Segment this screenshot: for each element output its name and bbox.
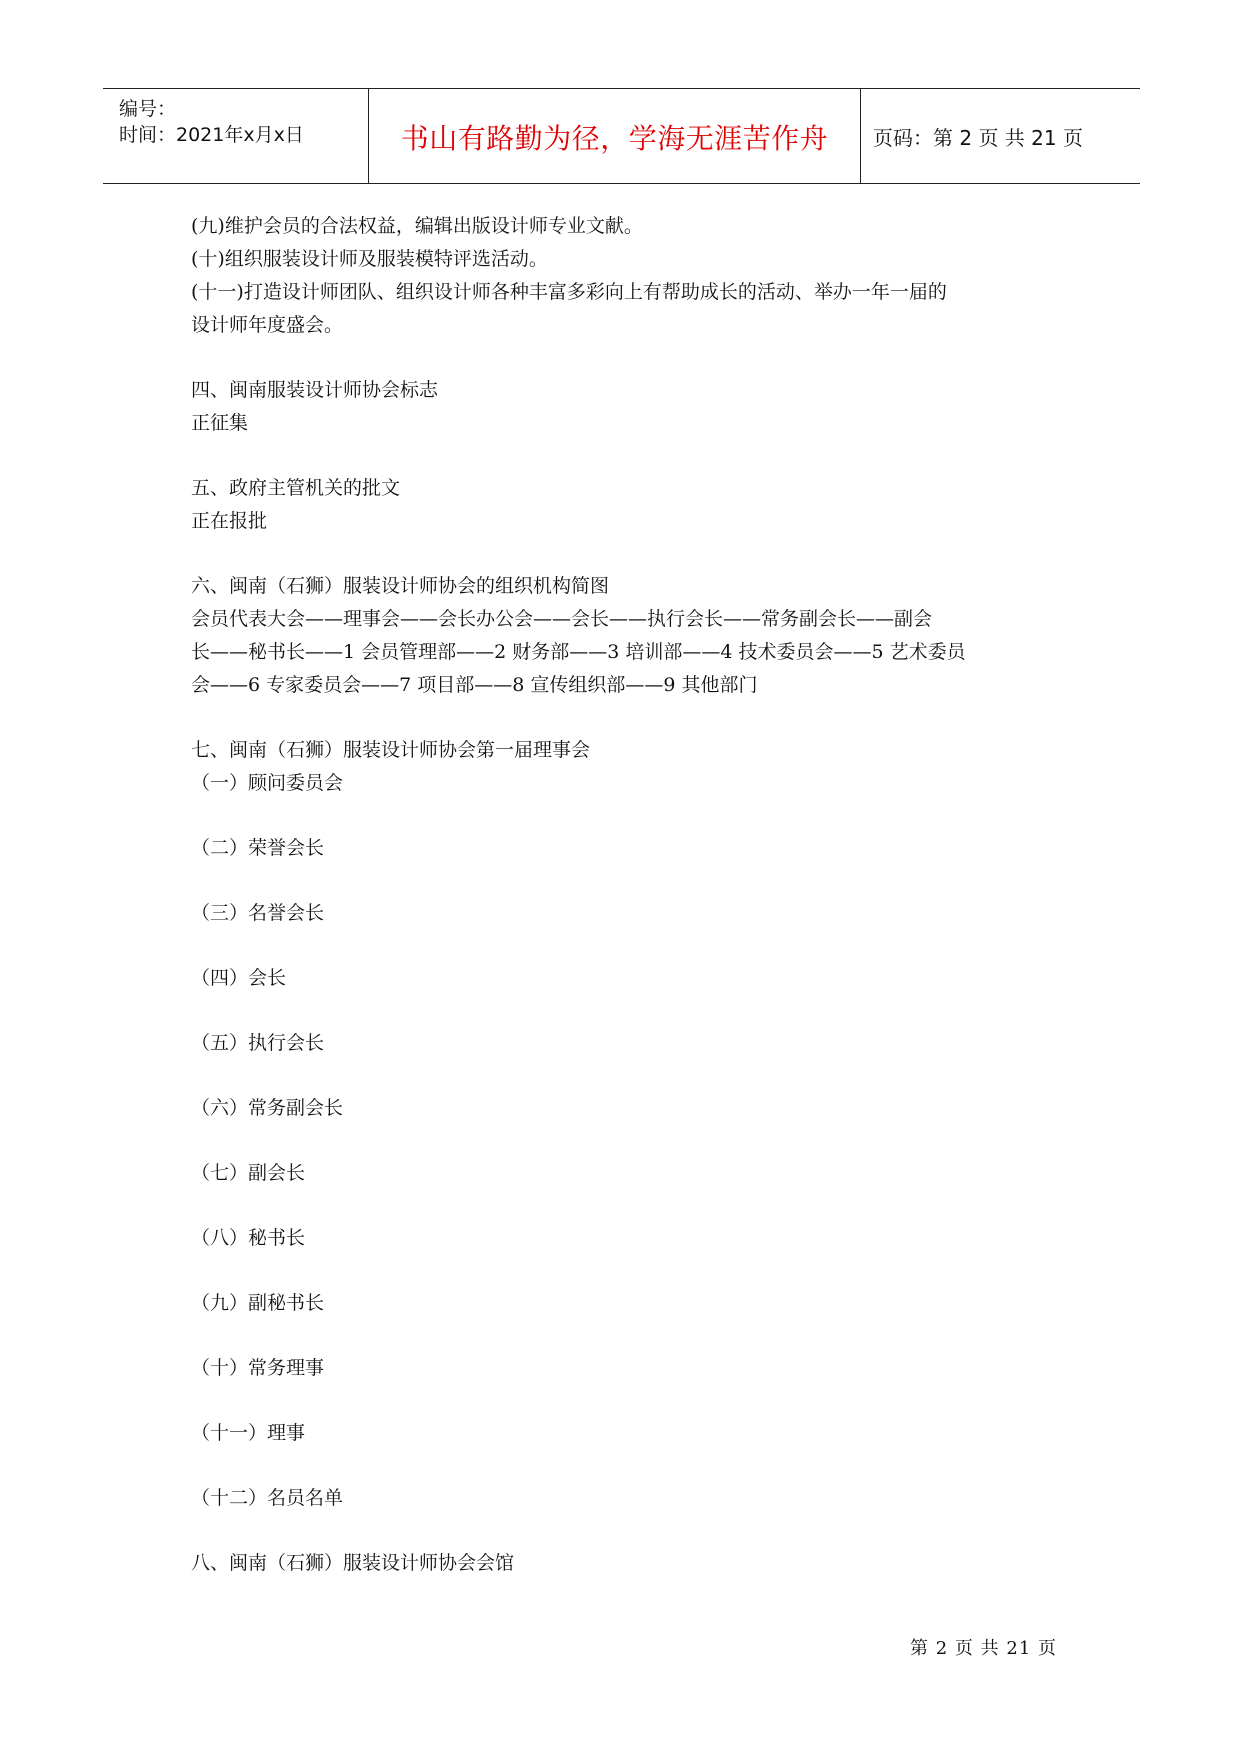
list-item: （十一）理事 [191,1422,306,1444]
section-heading: 四、闽南服装设计师协会标志 [191,379,439,401]
paragraph: 设计师年度盛会。 [191,314,344,336]
paragraph: 会——6 专家委员会——7 项目部——8 宣传组织部——9 其他部门 [191,674,758,696]
list-item: （十）常务理事 [191,1357,325,1379]
list-item: （九）副秘书长 [191,1292,325,1314]
list-item: （七）副会长 [191,1162,306,1184]
list-item: （一）顾问委员会 [191,772,344,794]
header-meta-cell [103,89,369,183]
document-body [191,210,1071,1580]
paragraph: 长——秘书长——1 会员管理部——2 财务部——3 培训部——4 技术委员会——5 艺术委员 [191,641,966,663]
page-header [103,88,1140,184]
document-number-label: 编号： [119,98,177,120]
list-item: （四）会长 [191,967,287,989]
paragraph: 正征集 [191,412,249,434]
section-heading: 八、闽南（石狮）服装设计师协会会馆 [191,1552,515,1574]
header-page-info: 页码：第 2 页 共 21 页 [873,126,1083,150]
paragraph: 正在报批 [191,510,268,532]
section-heading: 七、闽南（石狮）服装设计师协会第一届理事会 [191,739,591,761]
header-motto-cell [369,89,861,183]
list-item: （二）荣誉会长 [191,837,325,859]
paragraph: (十一)打造设计师团队、组织设计师各种丰富多彩向上有帮助成长的活动、举办一年一届的 [191,281,947,303]
document-time-label: 时间：2021年x月x日 [119,124,304,146]
section-heading: 五、政府主管机关的批文 [191,477,401,499]
list-item: （八）秘书长 [191,1227,306,1249]
list-item: （三）名誉会长 [191,902,325,924]
list-item: （五）执行会长 [191,1032,325,1054]
section-heading: 六、闽南（石狮）服装设计师协会的组织机构简图 [191,575,610,597]
page-footer-number: 第 2 页 共 21 页 [910,1638,1057,1659]
paragraph: (十)组织服装设计师及服装模特评选活动。 [191,248,548,270]
list-item: （十二）名员名单 [191,1487,344,1509]
paragraph: 会员代表大会——理事会——会长办公会——会长——执行会长——常务副会长——副会 [191,608,933,630]
header-motto: 书山有路勤为径，学海无涯苦作舟 [400,122,829,155]
header-page-cell [861,89,1140,183]
paragraph: (九)维护会员的合法权益，编辑出版设计师专业文献。 [191,215,643,237]
list-item: （六）常务副会长 [191,1097,344,1119]
